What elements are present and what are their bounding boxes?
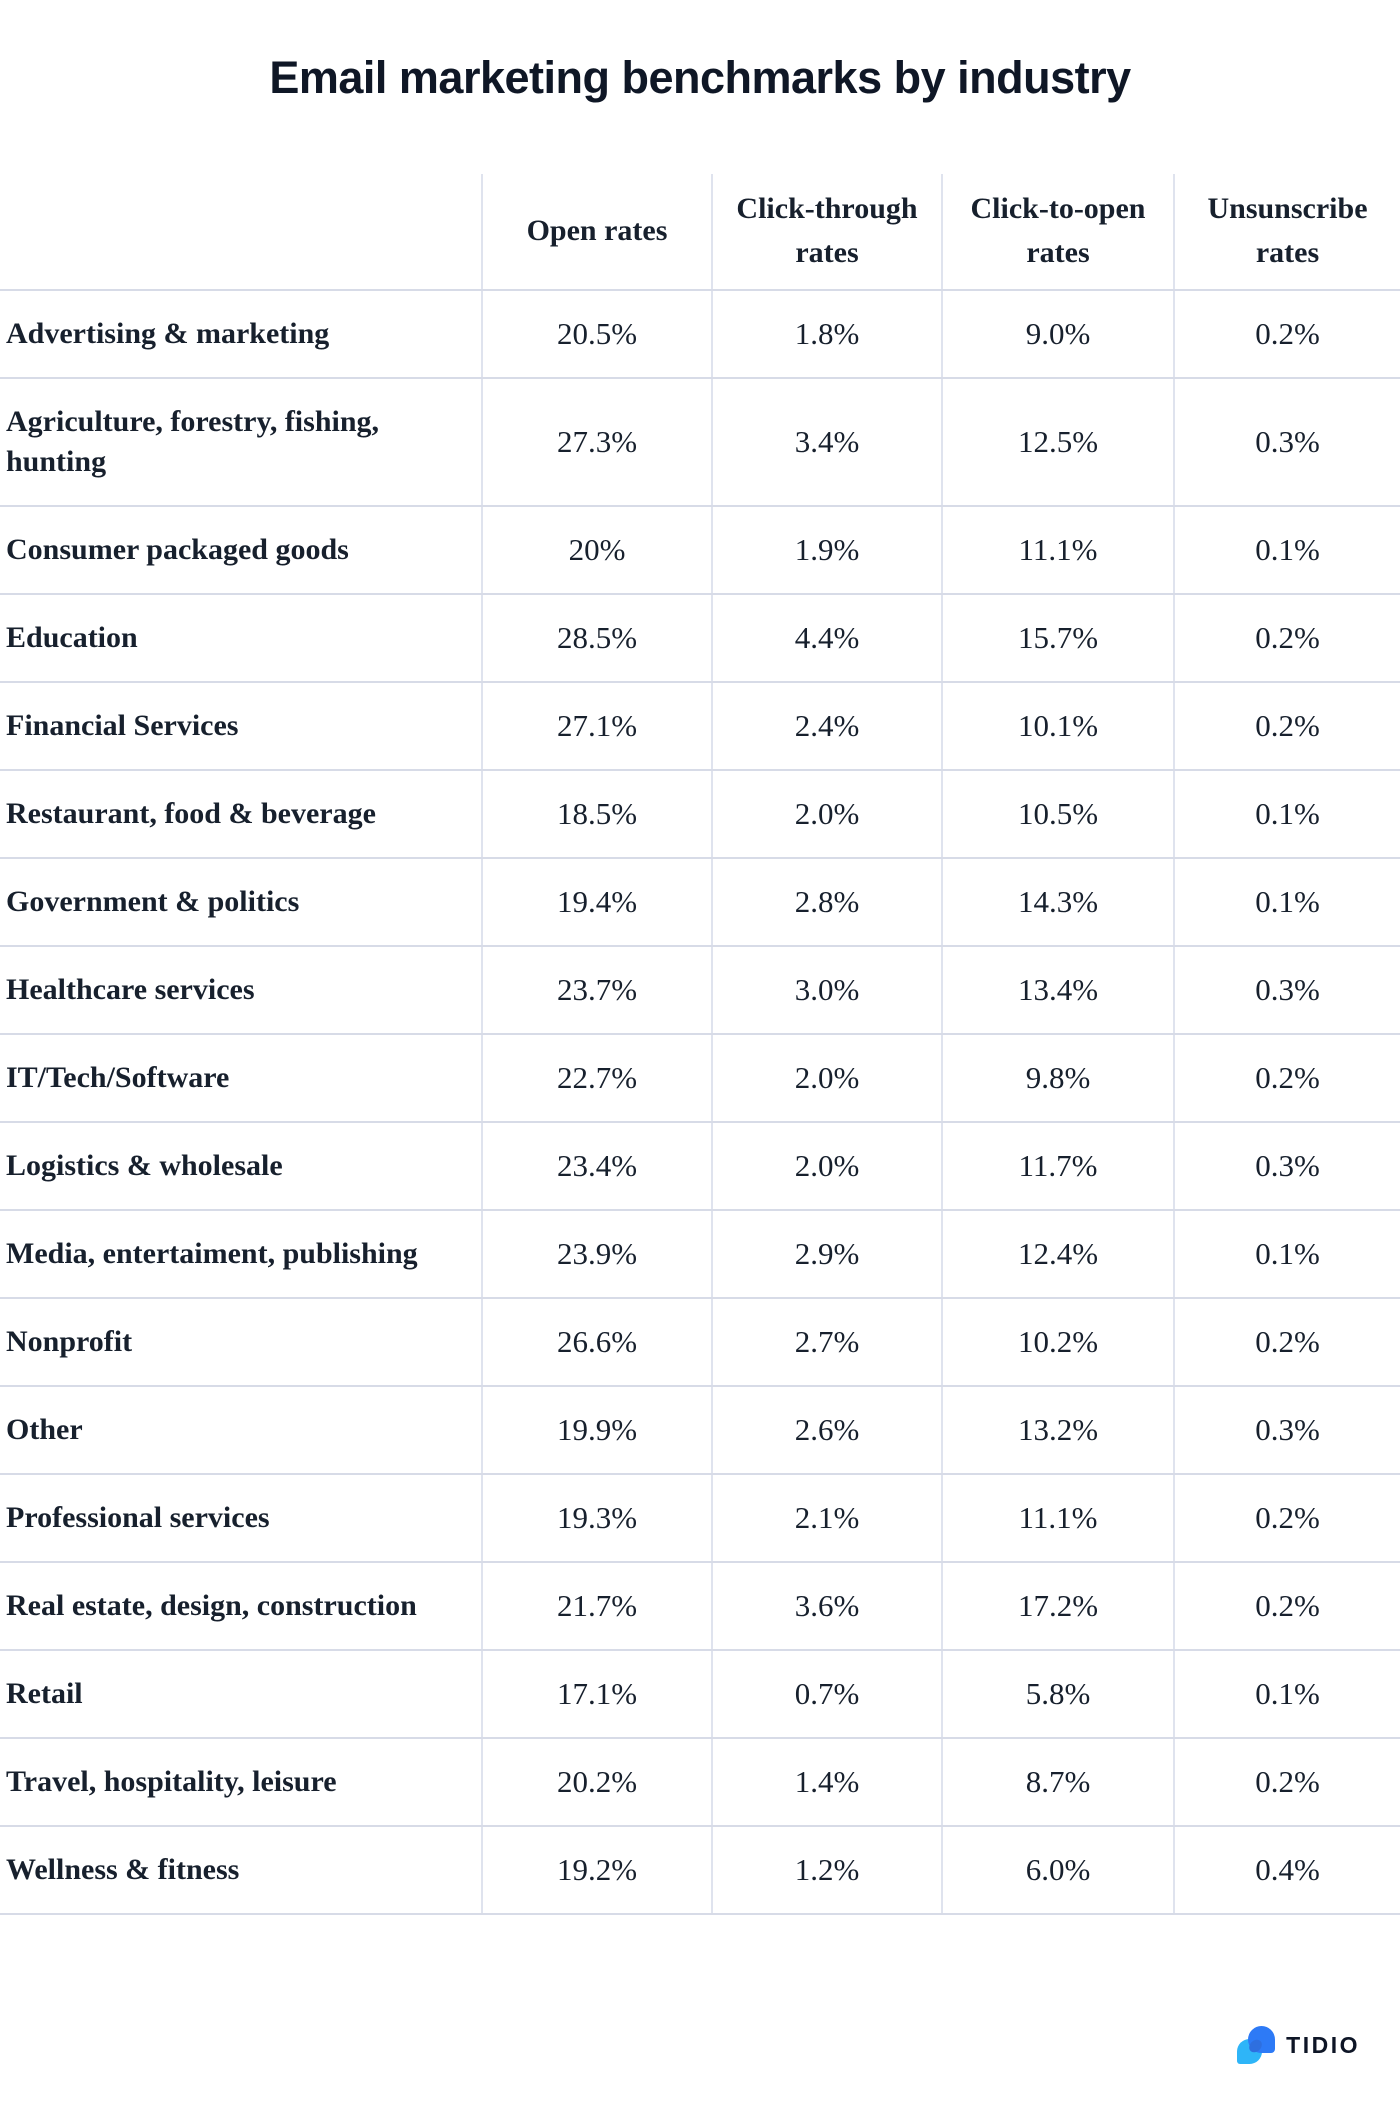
click-to-open-rate-cell: 11.7%	[942, 1122, 1174, 1210]
table-body	[0, 290, 1400, 1914]
click-through-rate-cell: 2.6%	[712, 1386, 942, 1474]
table-row	[0, 682, 1400, 770]
click-through-rate-cell: 3.0%	[712, 946, 942, 1034]
click-to-open-rate-cell: 5.8%	[942, 1650, 1174, 1738]
open-rate-cell: 26.6%	[482, 1298, 712, 1386]
table-row	[0, 1738, 1400, 1826]
industry-label: Travel, hospitality, leisure	[0, 1738, 482, 1826]
unsubscribe-rate-cell: 0.3%	[1174, 1386, 1400, 1474]
table-row	[0, 1826, 1400, 1914]
table-row	[0, 1210, 1400, 1298]
page-title: Email marketing benchmarks by industry	[269, 52, 1131, 103]
unsubscribe-rate-cell: 0.2%	[1174, 290, 1400, 378]
table-row	[0, 1474, 1400, 1562]
industry-label: Consumer packaged goods	[0, 506, 482, 594]
open-rate-cell: 23.7%	[482, 946, 712, 1034]
corner-cell	[0, 174, 482, 290]
industry-label: Restaurant, food & beverage	[0, 770, 482, 858]
table-row	[0, 1650, 1400, 1738]
benchmarks-table	[0, 174, 1400, 1915]
unsubscribe-rate-cell: 0.2%	[1174, 1738, 1400, 1826]
unsubscribe-rate-cell: 0.2%	[1174, 682, 1400, 770]
tidio-logo-icon	[1237, 2026, 1275, 2064]
industry-label: Professional services	[0, 1474, 482, 1562]
click-to-open-rate-cell: 17.2%	[942, 1562, 1174, 1650]
unsubscribe-rate-cell: 0.3%	[1174, 1122, 1400, 1210]
click-through-rate-cell: 2.7%	[712, 1298, 942, 1386]
table-row	[0, 1386, 1400, 1474]
industry-label: Retail	[0, 1650, 482, 1738]
click-to-open-rate-cell: 10.2%	[942, 1298, 1174, 1386]
industry-label: Government & politics	[0, 858, 482, 946]
col-header-unsubscribe-rates: Unsunscribe rates	[1174, 174, 1400, 290]
click-to-open-rate-cell: 11.1%	[942, 506, 1174, 594]
click-to-open-rate-cell: 6.0%	[942, 1826, 1174, 1914]
header-row	[0, 174, 1400, 290]
open-rate-cell: 21.7%	[482, 1562, 712, 1650]
click-through-rate-cell: 1.2%	[712, 1826, 942, 1914]
open-rate-cell: 20.2%	[482, 1738, 712, 1826]
industry-label: Advertising & marketing	[0, 290, 482, 378]
click-to-open-rate-cell: 14.3%	[942, 858, 1174, 946]
click-to-open-rate-cell: 10.5%	[942, 770, 1174, 858]
click-to-open-rate-cell: 10.1%	[942, 682, 1174, 770]
industry-label: Logistics & wholesale	[0, 1122, 482, 1210]
infographic	[0, 44, 1400, 2058]
open-rate-cell: 19.9%	[482, 1386, 712, 1474]
open-rate-cell: 28.5%	[482, 594, 712, 682]
table-row	[0, 378, 1400, 506]
click-to-open-rate-cell: 13.2%	[942, 1386, 1174, 1474]
click-through-rate-cell: 1.8%	[712, 290, 942, 378]
click-to-open-rate-cell: 12.4%	[942, 1210, 1174, 1298]
click-to-open-rate-cell: 9.8%	[942, 1034, 1174, 1122]
click-to-open-rate-cell: 9.0%	[942, 290, 1174, 378]
open-rate-cell: 20%	[482, 506, 712, 594]
click-to-open-rate-cell: 13.4%	[942, 946, 1174, 1034]
click-through-rate-cell: 2.1%	[712, 1474, 942, 1562]
industry-label: IT/Tech/Software	[0, 1034, 482, 1122]
industry-label: Education	[0, 594, 482, 682]
click-through-rate-cell: 2.4%	[712, 682, 942, 770]
open-rate-cell: 17.1%	[482, 1650, 712, 1738]
unsubscribe-rate-cell: 0.2%	[1174, 1474, 1400, 1562]
click-through-rate-cell: 1.9%	[712, 506, 942, 594]
open-rate-cell: 19.3%	[482, 1474, 712, 1562]
open-rate-cell: 19.4%	[482, 858, 712, 946]
industry-label: Other	[0, 1386, 482, 1474]
industry-label: Healthcare services	[0, 946, 482, 1034]
unsubscribe-rate-cell: 0.1%	[1174, 506, 1400, 594]
click-through-rate-cell: 3.6%	[712, 1562, 942, 1650]
open-rate-cell: 27.3%	[482, 378, 712, 506]
industry-label: Media, entertaiment, publishing	[0, 1210, 482, 1298]
unsubscribe-rate-cell: 0.1%	[1174, 1650, 1400, 1738]
industry-label: Wellness & fitness	[0, 1826, 482, 1914]
unsubscribe-rate-cell: 0.2%	[1174, 1034, 1400, 1122]
table-row	[0, 1122, 1400, 1210]
open-rate-cell: 18.5%	[482, 770, 712, 858]
col-header-click-to-open-rates: Click-to-open rates	[942, 174, 1174, 290]
col-header-open-rates: Open rates	[482, 174, 712, 290]
table-row	[0, 858, 1400, 946]
table-row	[0, 290, 1400, 378]
click-through-rate-cell: 4.4%	[712, 594, 942, 682]
click-through-rate-cell: 0.7%	[712, 1650, 942, 1738]
click-to-open-rate-cell: 15.7%	[942, 594, 1174, 682]
unsubscribe-rate-cell: 0.1%	[1174, 1210, 1400, 1298]
click-through-rate-cell: 2.8%	[712, 858, 942, 946]
click-to-open-rate-cell: 8.7%	[942, 1738, 1174, 1826]
table-row	[0, 1562, 1400, 1650]
unsubscribe-rate-cell: 0.1%	[1174, 858, 1400, 946]
click-through-rate-cell: 2.0%	[712, 1122, 942, 1210]
unsubscribe-rate-cell: 0.4%	[1174, 1826, 1400, 1914]
open-rate-cell: 22.7%	[482, 1034, 712, 1122]
unsubscribe-rate-cell: 0.2%	[1174, 1298, 1400, 1386]
table-row	[0, 770, 1400, 858]
unsubscribe-rate-cell: 0.1%	[1174, 770, 1400, 858]
col-header-click-through-rates: Click-through rates	[712, 174, 942, 290]
open-rate-cell: 23.9%	[482, 1210, 712, 1298]
table-row	[0, 1034, 1400, 1122]
table-row	[0, 1298, 1400, 1386]
click-through-rate-cell: 1.4%	[712, 1738, 942, 1826]
click-through-rate-cell: 3.4%	[712, 378, 942, 506]
unsubscribe-rate-cell: 0.3%	[1174, 946, 1400, 1034]
tidio-brand-text: TIDIO	[1286, 2031, 1360, 2058]
tidio-logo	[1237, 2026, 1360, 2064]
table-row	[0, 594, 1400, 682]
click-through-rate-cell: 2.0%	[712, 1034, 942, 1122]
unsubscribe-rate-cell: 0.3%	[1174, 378, 1400, 506]
unsubscribe-rate-cell: 0.2%	[1174, 1562, 1400, 1650]
open-rate-cell: 27.1%	[482, 682, 712, 770]
table-row	[0, 946, 1400, 1034]
open-rate-cell: 23.4%	[482, 1122, 712, 1210]
click-through-rate-cell: 2.0%	[712, 770, 942, 858]
open-rate-cell: 20.5%	[482, 290, 712, 378]
click-through-rate-cell: 2.9%	[712, 1210, 942, 1298]
industry-label: Financial Services	[0, 682, 482, 770]
industry-label: Nonprofit	[0, 1298, 482, 1386]
table-row	[0, 506, 1400, 594]
open-rate-cell: 19.2%	[482, 1826, 712, 1914]
industry-label: Agriculture, forestry, fishing, hunting	[0, 378, 482, 506]
unsubscribe-rate-cell: 0.2%	[1174, 594, 1400, 682]
click-to-open-rate-cell: 11.1%	[942, 1474, 1174, 1562]
click-to-open-rate-cell: 12.5%	[942, 378, 1174, 506]
industry-label: Real estate, design, construction	[0, 1562, 482, 1650]
